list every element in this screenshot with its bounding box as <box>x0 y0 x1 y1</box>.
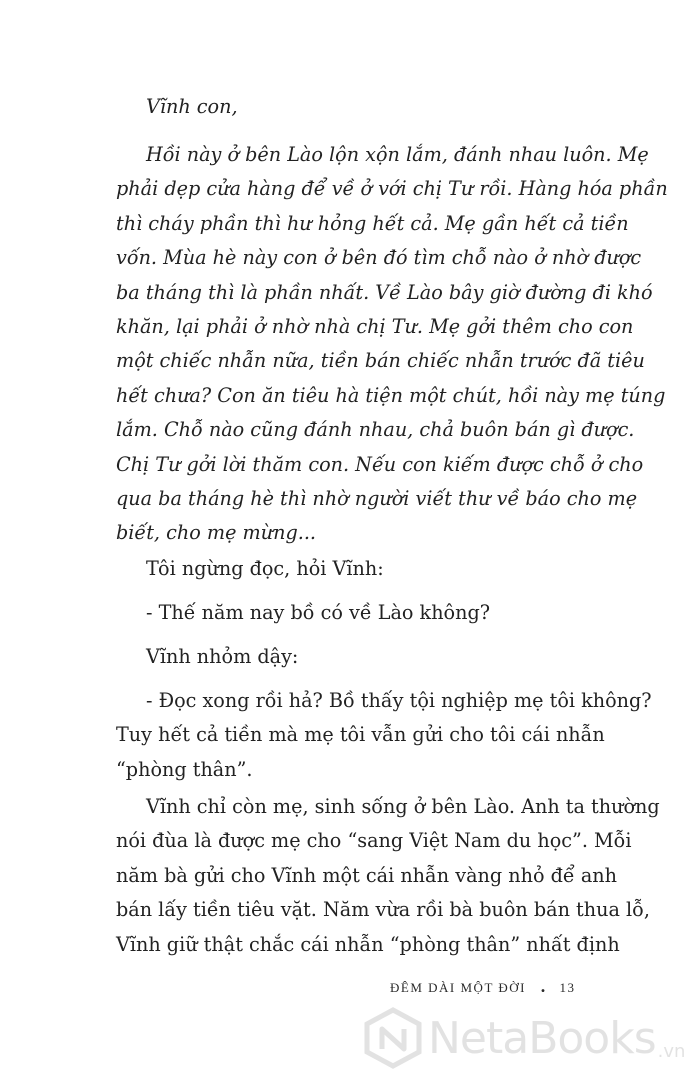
narrative-paragraph: Tôi ngừng đọc, hỏi Vĩnh: <box>146 557 384 580</box>
letter-line: thì cháy phần thì hư hỏng hết cả. Mẹ gần hết cả tiền <box>116 211 629 235</box>
letter-line: biết, cho mẹ mừng... <box>116 521 317 545</box>
text-line: Vĩnh giữ thật chắc cái nhẫn “phòng thân” nhất định <box>116 932 620 956</box>
letter-line: khăn, lại phải ở nhờ nhà chị Tư. Mẹ gởi thêm cho con <box>116 315 634 339</box>
watermark <box>362 1000 692 1076</box>
text-line: nói đùa là được mẹ cho “sang Việt Nam du học”. Mỗi <box>116 829 632 853</box>
text-line: - Đọc xong rồi hả? Bồ thấy tội nghiệp mẹ tôi không? <box>146 689 652 712</box>
letter-line: vốn. Mùa hè này con ở bên đó tìm chỗ nào ở nhờ được <box>116 246 642 270</box>
book-title: ĐÊM DÀI MỘT ĐỜI <box>390 980 527 995</box>
watermark-domain: .vn <box>657 1041 686 1062</box>
letter-salutation: Vĩnh con, <box>146 95 238 118</box>
text-line: Tuy hết cả tiền mà mẹ tôi vẫn gửi cho tôi cái nhẫn <box>116 723 605 747</box>
running-footer <box>390 976 576 997</box>
dialogue-paragraph <box>116 684 652 787</box>
watermark-brand: NetaBooks <box>428 1012 656 1064</box>
text-line: bán lấy tiền tiêu vặt. Năm vừa rồi bà buôn bán thua lỗ, <box>116 898 650 922</box>
letter-body <box>116 138 668 551</box>
text-line: “phòng thân”. <box>116 757 253 781</box>
narrative-paragraph: Vĩnh nhỏm dậy: <box>146 645 299 668</box>
letter-line: phải dẹp cửa hàng để về ở với chị Tư rồi. Hàng hóa phần <box>116 177 668 201</box>
dialogue-paragraph: - Thế năm nay bồ có về Lào không? <box>146 601 491 624</box>
letter-line: hết chưa? Con ăn tiêu hà tiện một chút, hồi này mẹ túng <box>116 383 666 407</box>
letter-line: Hồi này ở bên Lào lộn xộn lắm, đánh nhau luôn. Mẹ <box>146 143 649 166</box>
letter-line: Chị Tư gởi lời thăm con. Nếu con kiếm được chỗ ở cho <box>116 452 644 476</box>
text-line: năm bà gửi cho Vĩnh một cái nhẫn vàng nhỏ để anh <box>116 863 617 887</box>
text-line: Vĩnh chỉ còn mẹ, sinh sống ở bên Lào. Anh ta thường <box>146 795 660 818</box>
narrative-paragraph <box>116 790 660 962</box>
page-number: 13 <box>559 980 576 995</box>
footer-separator: . <box>540 976 547 996</box>
netabooks-logo-icon <box>362 1007 424 1069</box>
letter-line: qua ba tháng hè thì nhờ người viết thư về báo cho mẹ <box>116 487 638 511</box>
letter-line: ba tháng thì là phần nhất. Về Lào bây giờ đường đi khó <box>116 280 653 304</box>
letter-line: một chiếc nhẫn nữa, tiền bán chiếc nhẫn trước đã tiêu <box>116 349 645 373</box>
letter-line: lắm. Chỗ nào cũng đánh nhau, chả buôn bán gì được. <box>116 418 635 442</box>
